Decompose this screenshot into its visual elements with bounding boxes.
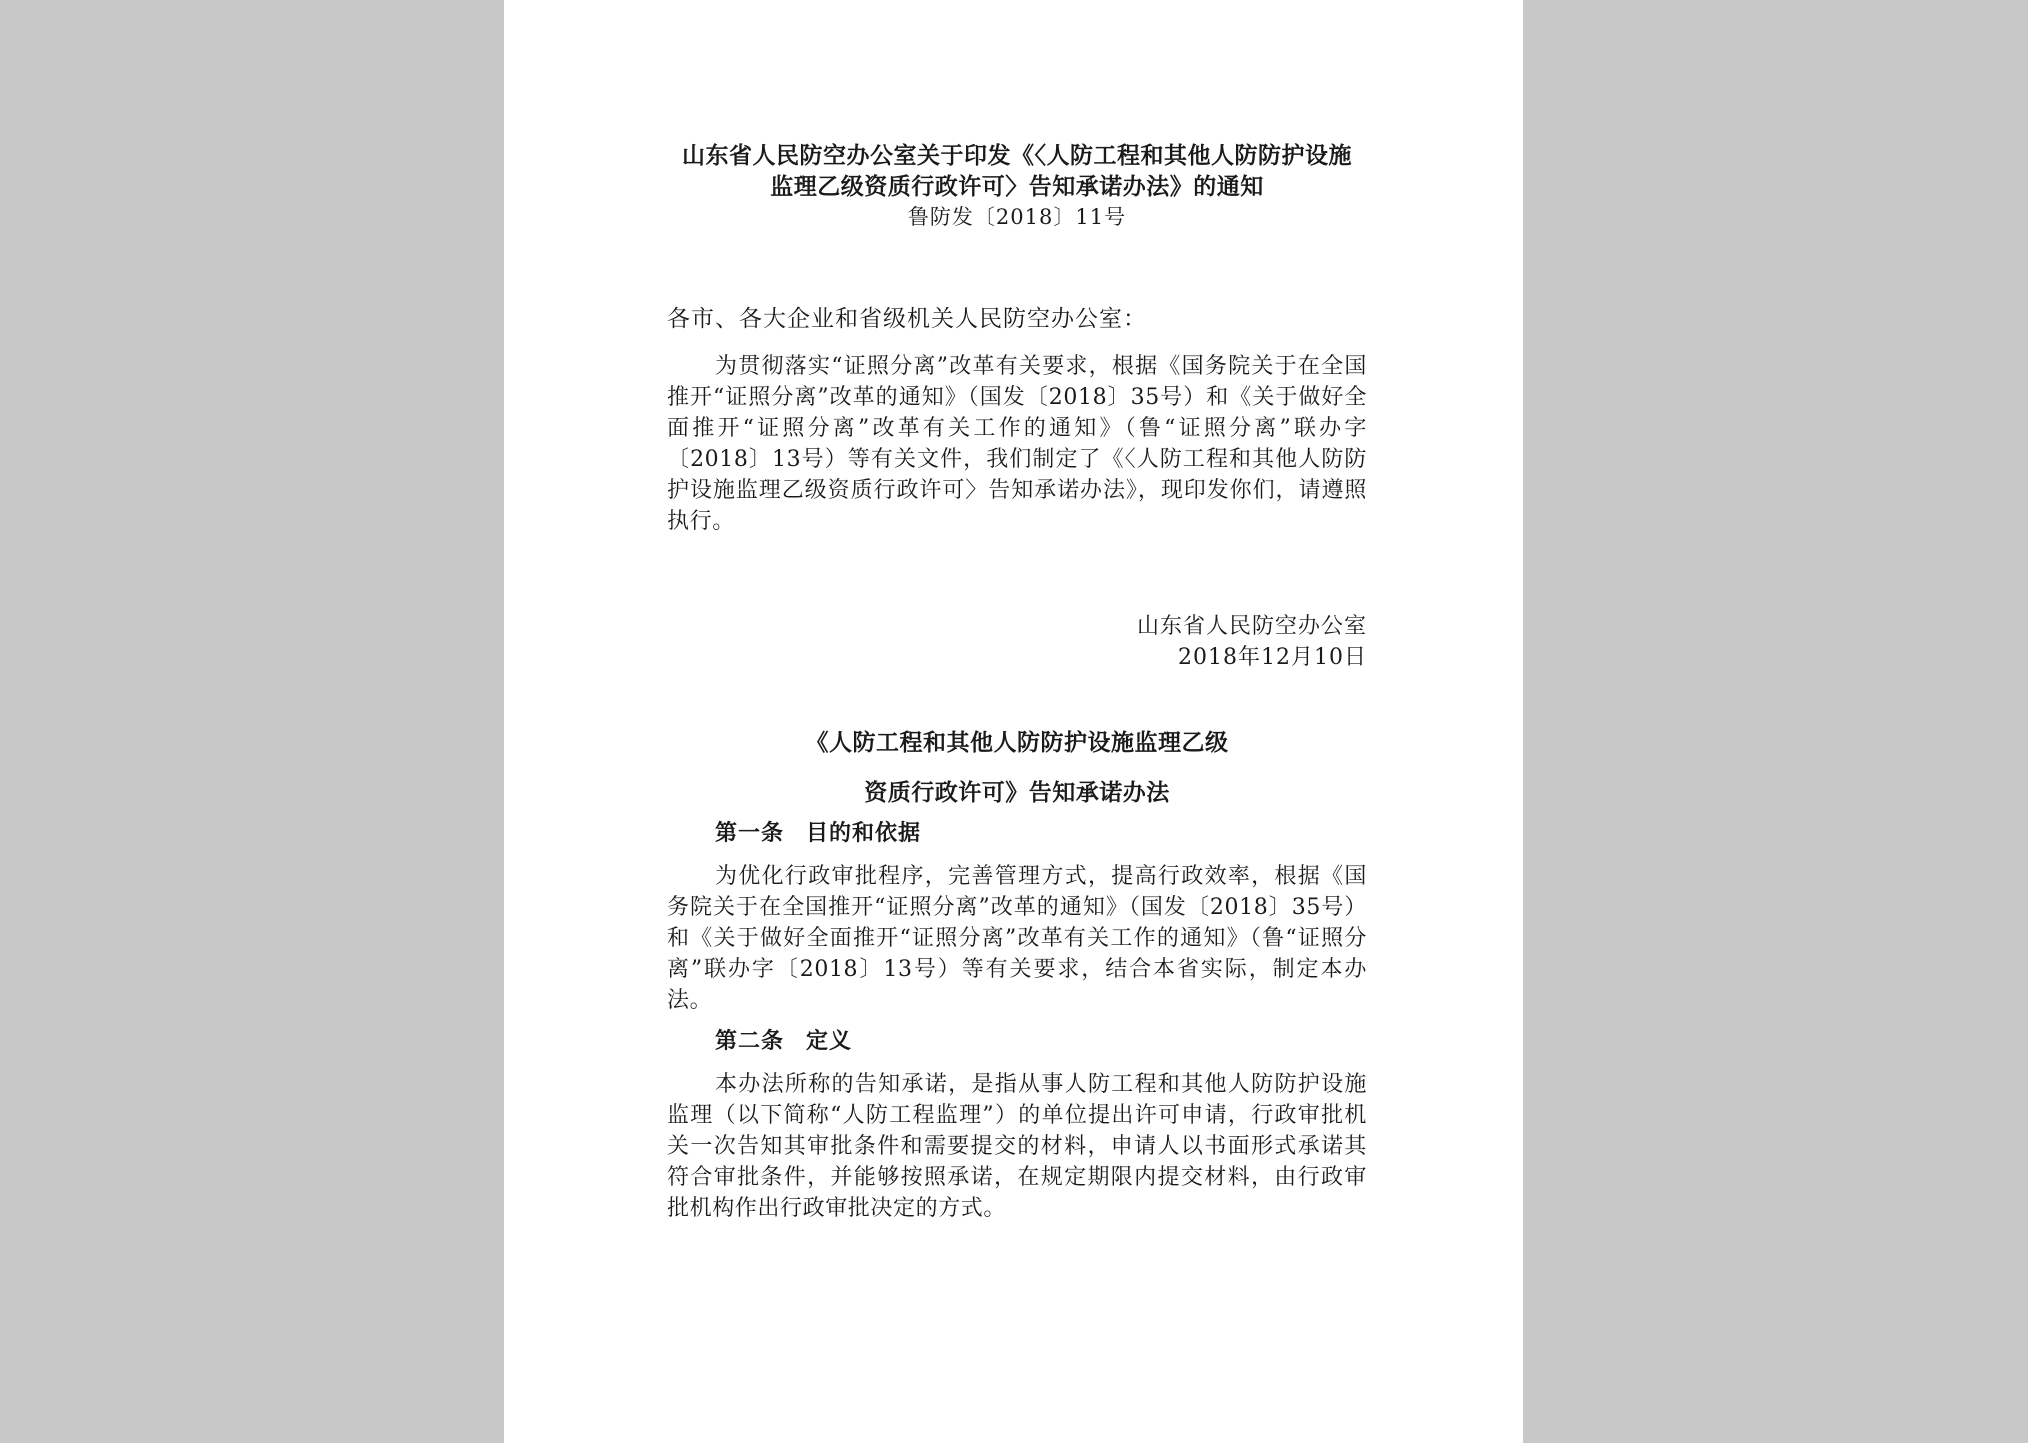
issuer: 山东省人民防空办公室	[1136, 614, 1367, 639]
issue-date: 2018年12月10日	[1178, 645, 1367, 670]
notice-title	[667, 140, 1367, 202]
document-content	[667, 140, 1367, 1224]
notice-body: 为贯彻落实“证照分离”改革有关要求，根据《国务院关于在全国推开“证照分离”改革的通知》（国发〔2018〕35号）和《关于做好全面推开“证照分离”改革有关工作的通知》（鲁“证照分离”联办字〔2018〕13号）等有关文件，我们制定了《〈人防工程和其他人防防护设施监理乙级资质行政许可〉告知承诺办法》，现印发你们，请遵照执行。	[667, 354, 1367, 534]
article-number: 第一条	[715, 820, 785, 846]
signature-block	[667, 611, 1367, 673]
notice-title-line-2: 监理乙级资质行政许可〉告知承诺办法》的通知	[770, 173, 1264, 200]
notice-title-line-1: 山东省人民防空办公室关于印发《〈人防工程和其他人防防护设施	[682, 142, 1352, 169]
article-heading-text: 定义	[806, 1028, 853, 1054]
article-number: 第二条	[715, 1028, 785, 1054]
article-text: 本办法所称的告知承诺，是指从事人防工程和其他人防防护设施监理（以下简称“人防工程监理”）的单位提出许可申请，行政审批机关一次告知其审批条件和需要提交的材料，申请人以书面形式承诺其符合审批条件，并能够按照承诺，在规定期限内提交材料，由行政审批机构作出行政审批决定的方式。	[667, 1072, 1367, 1221]
article-text: 为优化行政审批程序，完善管理方式，提高行政效率，根据《国务院关于在全国推开“证照分离”改革的通知》（国发〔2018〕35号）和《关于做好全面推开“证照分离”改革有关工作的通知》（鲁“证照分离”联办字〔2018〕13号）等有关要求，结合本省实际，制定本办法。	[667, 864, 1367, 1013]
article-heading	[667, 818, 1367, 848]
rules-title-line-2: 资质行政许可》告知承诺办法	[864, 779, 1170, 806]
salutation: 各市、各大企业和省级机关人民防空办公室：	[667, 306, 1147, 332]
rules-title-line-1: 《人防工程和其他人防防护设施监理乙级	[805, 729, 1229, 756]
article-heading	[667, 1026, 1367, 1056]
rules-title	[667, 718, 1367, 818]
article-heading-text: 目的和依据	[806, 820, 922, 846]
document-page	[504, 0, 1523, 1443]
document-number: 鲁防发〔2018〕11号	[907, 205, 1127, 229]
